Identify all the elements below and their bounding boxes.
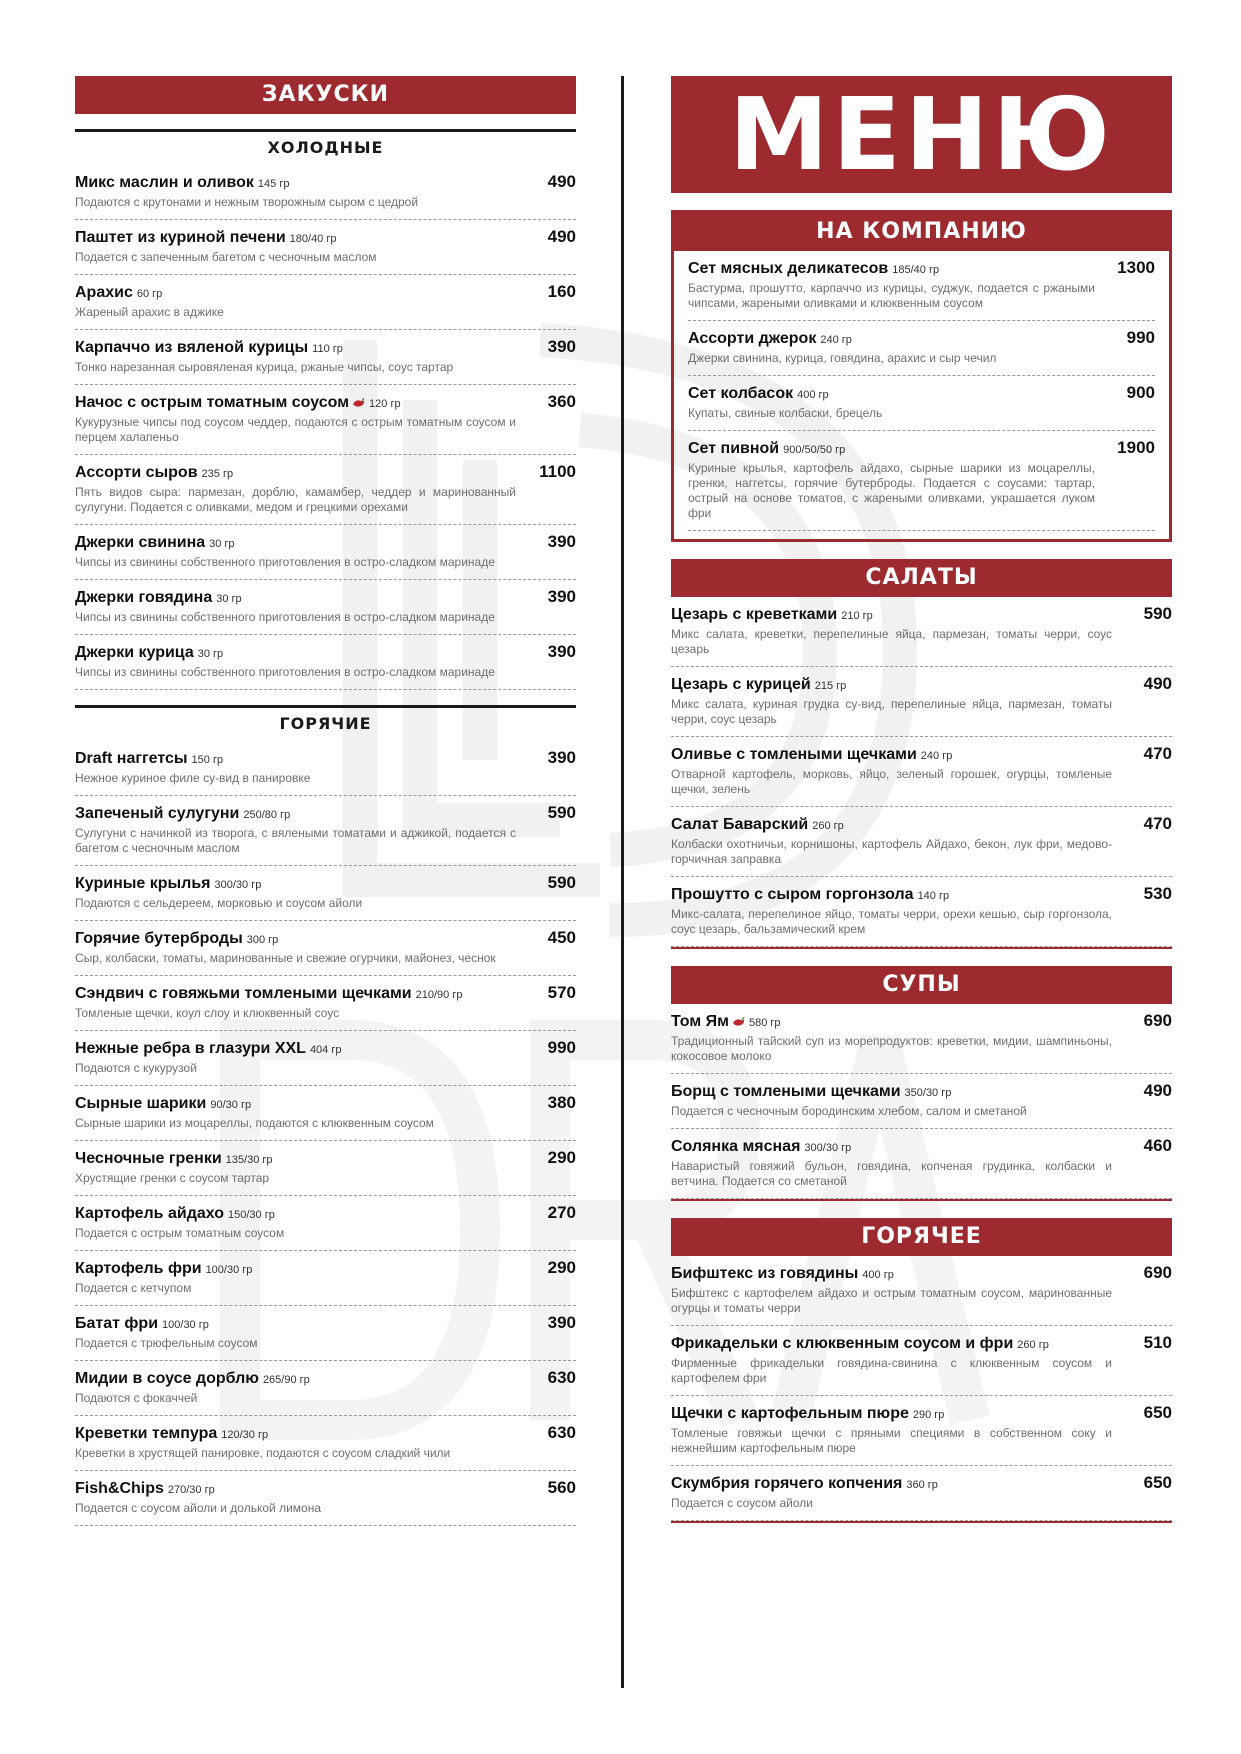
- item-description: Томленые говяжьи щечки с пряными специями в собственном соку и нежнейшим картофельным пюре: [671, 1426, 1112, 1455]
- item-name: Креветки темпура: [75, 1425, 218, 1442]
- item-weight: 100/30 гр: [205, 1264, 253, 1276]
- item-name: Куриные крылья: [75, 875, 211, 892]
- item-description: Подается с кетчупом: [75, 1281, 192, 1295]
- item-weight: 900/50/50 гр: [783, 444, 846, 456]
- item-price: 450: [547, 928, 576, 947]
- company-section: [671, 210, 1172, 542]
- item-weight: 240 гр: [920, 750, 953, 762]
- item-weight: 240 гр: [820, 334, 852, 346]
- item-description: Фирменные фрикадельки говядина-свинина с клюквенным соусом и картофелем фри: [671, 1356, 1112, 1385]
- item-name: Сэндвич с говяжьми томлеными щечками: [75, 985, 412, 1002]
- item-weight: 360 гр: [906, 1479, 938, 1491]
- item-description: Бифштекс с картофелем айдахо и острым томатным соусом, маринованные огурцы и томаты черри: [671, 1286, 1112, 1315]
- cold-subheading: ХОЛОДНЫЕ: [75, 129, 576, 165]
- soups-banner: СУПЫ: [671, 966, 1172, 1004]
- menu-item: [75, 455, 576, 525]
- item-price: 460: [1143, 1136, 1172, 1155]
- item-price: 690: [1143, 1011, 1172, 1030]
- company-items-list: [674, 251, 1169, 531]
- item-weight: 150/30 гр: [228, 1209, 275, 1221]
- item-name: Сет колбасок: [688, 385, 794, 402]
- menu-item: [75, 976, 576, 1031]
- item-name: Оливье с томлеными щечками: [671, 746, 917, 763]
- menu-item: [75, 741, 576, 796]
- item-price: 590: [547, 873, 576, 892]
- menu-item: [75, 1086, 576, 1141]
- item-price: 360: [547, 392, 576, 411]
- menu-item: [671, 1074, 1172, 1129]
- item-weight: 265/90 гр: [262, 1374, 310, 1386]
- menu-item: [688, 431, 1155, 531]
- item-price: 630: [547, 1423, 576, 1442]
- item-name: Щечки с картофельным пюре: [671, 1405, 909, 1422]
- item-weight: 120/30 гр: [221, 1429, 269, 1441]
- appetizers-banner: ЗАКУСКИ: [75, 76, 576, 114]
- item-description: Креветки в хрустящей панировке, подаются с соусом сладкий чили: [75, 1446, 451, 1460]
- menu-item: [75, 796, 576, 866]
- item-price: 590: [1143, 604, 1172, 623]
- item-price: 1900: [1117, 438, 1155, 457]
- item-name: Ассорти джерок: [688, 330, 817, 347]
- item-price: 650: [1143, 1473, 1172, 1492]
- item-description: Традиционный тайский суп из морепродуктов: креветки, мидии, шампиньоны, кокосовое молоко: [671, 1034, 1112, 1063]
- item-description: Микс салата, креветки, перепелиные яйца, пармезан, томаты черри, соус цезарь: [671, 627, 1112, 656]
- item-price: 390: [547, 642, 576, 661]
- item-price: 470: [1143, 814, 1172, 833]
- chili-pepper-icon: [352, 398, 365, 408]
- item-description: Наваристый говяжий бульон, говядина, копченая грудинка, колбаски и ветчина. Подается со сметаной: [671, 1159, 1112, 1188]
- item-weight: 30 гр: [216, 593, 242, 605]
- item-price: 650: [1143, 1403, 1172, 1422]
- item-description: Подается с соусом айоли: [671, 1496, 813, 1510]
- item-description: Колбаски охотничьи, корнишоны, картофель Айдахо, бекон, лук фри, медово-горчичная заправка: [671, 837, 1112, 866]
- item-weight: 215 гр: [814, 680, 847, 692]
- item-description: Нежное куриное филе су-вид в панировке: [75, 771, 311, 785]
- item-price: 390: [547, 748, 576, 767]
- item-price: 490: [1143, 674, 1172, 693]
- menu-item: [671, 597, 1172, 667]
- item-price: 990: [1126, 328, 1155, 347]
- item-weight: 210 гр: [841, 610, 873, 622]
- item-weight: 300/30 гр: [214, 879, 262, 891]
- item-price: 490: [547, 172, 576, 191]
- item-description: Джерки свинина, курица, говядина, арахис и сыр чечил: [688, 351, 997, 365]
- item-price: 490: [547, 227, 576, 246]
- item-description: Куриные крылья, картофель айдахо, сырные шарики из моцареллы, гренки, наггетсы, горячие бутерброды. Подается с соусами: тартар, острый на основе томатов, с жареными оливками, украшается луком фри: [688, 461, 1095, 520]
- item-weight: 290 гр: [912, 1409, 945, 1421]
- item-price: 390: [547, 1313, 576, 1332]
- item-price: 690: [1143, 1263, 1172, 1282]
- menu-item: [671, 877, 1172, 947]
- item-weight: 110 гр: [312, 343, 343, 355]
- item-weight: 270/30 гр: [167, 1484, 215, 1496]
- item-description: Подается с соусом айоли и долькой лимона: [75, 1501, 321, 1515]
- item-name: Джерки курица: [75, 644, 194, 661]
- item-name: Запеченый сулугуни: [75, 805, 240, 822]
- salads-items-list: [671, 597, 1172, 947]
- item-weight: 60 гр: [136, 288, 163, 300]
- item-name: Чесночные гренки: [75, 1150, 222, 1167]
- item-price: 390: [547, 532, 576, 551]
- company-banner: НА КОМПАНИЮ: [674, 213, 1169, 251]
- item-name: Горячие бутерброды: [75, 930, 243, 947]
- item-name: Фрикадельки с клюквенным соусом и фри: [671, 1335, 1014, 1352]
- item-weight: 30 гр: [197, 648, 224, 660]
- item-description: Пять видов сыра: пармезан, дорблю, камамбер, чеддер и маринованный сулугуни. Подается с оливками, медом и грецкими орехами: [75, 485, 516, 514]
- item-weight: 120 гр: [369, 398, 401, 410]
- item-price: 560: [547, 1478, 576, 1497]
- menu-item: [75, 1416, 576, 1471]
- item-name: Паштет из куриной печени: [75, 229, 286, 246]
- item-name: Draft наггетсы: [75, 750, 188, 767]
- item-weight: 235 гр: [201, 468, 234, 480]
- item-weight: 180/40 гр: [289, 233, 337, 245]
- menu-item: [75, 1251, 576, 1306]
- item-price: 470: [1143, 744, 1172, 763]
- menu-item: [688, 376, 1155, 431]
- menu-item: [75, 1196, 576, 1251]
- menu-item: [75, 580, 576, 635]
- item-description: Подается с чесночным бородинским хлебом, салом и сметаной: [671, 1104, 1027, 1118]
- item-price: 630: [547, 1368, 576, 1387]
- menu-item: [75, 635, 576, 690]
- hot-dishes-end-rule: [671, 1521, 1172, 1523]
- item-price: 290: [547, 1258, 576, 1277]
- item-description: Подается с трюфельным соусом: [75, 1336, 258, 1350]
- menu-right-column: [671, 76, 1172, 1523]
- item-description: Подаются с крутонами и нежным творожным сыром с цедрой: [75, 195, 419, 209]
- item-price: 380: [547, 1093, 576, 1112]
- item-weight: 100/30 гр: [162, 1319, 209, 1331]
- hot-subheading: ГОРЯЧИЕ: [75, 705, 576, 741]
- item-name: Начос с острым томатным соусом: [75, 394, 350, 411]
- item-price: 1300: [1117, 258, 1155, 277]
- menu-item: [75, 866, 576, 921]
- item-description: Бастурма, прошутто, карпаччо из курицы, суджук, подается с ржаными чипсами, жареными оливками и клюквенным соусом: [688, 281, 1095, 310]
- appetizers-column: [75, 76, 576, 1526]
- chili-pepper-icon: [732, 1017, 745, 1027]
- item-name: Ассорти сыров: [75, 464, 198, 481]
- item-description: Подается с острым томатным соусом: [75, 1226, 285, 1240]
- item-price: 390: [547, 337, 576, 356]
- menu-item: [671, 1326, 1172, 1396]
- item-description: Чипсы из свинины собственного приготовления в остро-сладком маринаде: [75, 555, 495, 569]
- item-description: Подаются с кукурузой: [75, 1061, 197, 1075]
- item-description: Отварной картофель, морковь, яйцо, зеленый горошек, огурцы, томленые щечки, зелень: [671, 767, 1112, 796]
- item-description: Микс салата, куриная грудка су-вид, перепелиные яйца, пармезан, томаты черри, соус цезарь: [671, 697, 1112, 726]
- menu-item: [671, 1396, 1172, 1466]
- item-weight: 150 гр: [191, 754, 224, 766]
- item-name: Арахис: [75, 284, 133, 301]
- menu-item: [75, 165, 576, 220]
- item-name: Цезарь с курицей: [671, 676, 811, 693]
- item-name: Джерки свинина: [75, 534, 206, 551]
- item-description: Жареный арахис в аджике: [75, 305, 224, 319]
- item-name: Том Ям: [671, 1013, 729, 1030]
- item-description: Сырные шарики из моцареллы, подаются с клюквенным соусом: [75, 1116, 434, 1130]
- menu-item: [75, 921, 576, 976]
- item-price: 900: [1126, 383, 1155, 402]
- item-weight: 400 гр: [797, 389, 829, 401]
- menu-item: [75, 220, 576, 275]
- item-name: Цезарь с креветками: [671, 606, 838, 623]
- salads-banner: САЛАТЫ: [671, 559, 1172, 597]
- item-description: Подается с запеченным багетом с чесночным маслом: [75, 250, 377, 264]
- item-name: Мидии в соусе дорблю: [75, 1370, 259, 1387]
- item-name: Сет пивной: [688, 440, 780, 457]
- menu-item: [671, 1256, 1172, 1326]
- item-price: 160: [547, 282, 576, 301]
- item-description: Сулугуни с начинкой из творога, с вялеными томатами и аджикой, подается с багетом с чесночным маслом: [75, 826, 516, 855]
- item-name: Картофель айдахо: [75, 1205, 225, 1222]
- item-name: Fish&Chips: [75, 1480, 164, 1497]
- item-description: Сыр, колбаски, томаты, маринованные и свежие огурчики, майонез, чеснок: [75, 951, 496, 965]
- item-price: 290: [547, 1148, 576, 1167]
- cold-items-list: [75, 165, 576, 690]
- item-weight: 135/30 гр: [225, 1154, 273, 1166]
- item-weight: 400 гр: [862, 1269, 894, 1281]
- menu-item: [671, 807, 1172, 877]
- menu-item: [75, 330, 576, 385]
- item-name: Солянка мясная: [671, 1138, 801, 1155]
- menu-item: [75, 275, 576, 330]
- item-price: 590: [547, 803, 576, 822]
- menu-item: [75, 1361, 576, 1416]
- menu-item: [75, 1031, 576, 1086]
- item-description: Томленые щечки, коул слоу и клюквенный соус: [75, 1006, 340, 1020]
- menu-item: [688, 321, 1155, 376]
- menu-item: [75, 1471, 576, 1526]
- item-weight: 260 гр: [1017, 1339, 1049, 1351]
- item-name: Борщ с томлеными щечками: [671, 1083, 901, 1100]
- item-name: Микс маслин и оливок: [75, 174, 254, 191]
- menu-item: [75, 525, 576, 580]
- hot-items-list: [75, 741, 576, 1526]
- item-name: Салат Баварский: [671, 816, 809, 833]
- item-weight: 145 гр: [257, 178, 290, 190]
- menu-item: [671, 1466, 1172, 1521]
- menu-item: [671, 1004, 1172, 1074]
- item-price: 1100: [539, 462, 576, 481]
- menu-item: [671, 667, 1172, 737]
- item-price: 990: [547, 1038, 576, 1057]
- item-weight: 350/30 гр: [904, 1087, 952, 1099]
- item-description: Подаются с сельдереем, морковью и соусом айоли: [75, 896, 363, 910]
- menu-item: [75, 1141, 576, 1196]
- item-name: Нежные ребра в глазури XXL: [75, 1040, 306, 1057]
- item-weight: 250/80 гр: [243, 809, 291, 821]
- item-weight: 404 гр: [309, 1044, 342, 1056]
- item-price: 270: [547, 1203, 576, 1222]
- menu-item: [671, 1129, 1172, 1199]
- item-description: Тонко нарезанная сыровяленая курица, ржаные чипсы, соус тартар: [75, 360, 454, 374]
- menu-item: [671, 737, 1172, 807]
- item-description: Хрустящие гренки с соусом тартар: [75, 1171, 270, 1185]
- item-weight: 140 гр: [917, 890, 950, 902]
- item-weight: 30 гр: [209, 538, 235, 550]
- item-weight: 300/30 гр: [804, 1142, 852, 1154]
- item-name: Бифштекс из говядины: [671, 1265, 859, 1282]
- item-name: Скумбрия горячего копчения: [671, 1475, 903, 1492]
- item-price: 390: [547, 587, 576, 606]
- item-description: Кукурузные чипсы под соусом чеддер, подаются с острым томатным соусом и перцем халапеньо: [75, 415, 516, 444]
- item-name: Джерки говядина: [75, 589, 213, 606]
- column-divider: [621, 76, 624, 1688]
- item-name: Прошутто с сыром горгонзола: [671, 886, 914, 903]
- menu-item: [75, 385, 576, 455]
- item-weight: 90/30 гр: [210, 1099, 252, 1111]
- item-name: Сырные шарики: [75, 1095, 207, 1112]
- item-name: Батат фри: [75, 1315, 159, 1332]
- menu-item: [75, 1306, 576, 1361]
- item-weight: 300 гр: [246, 934, 279, 946]
- item-price: 570: [547, 983, 576, 1002]
- item-price: 490: [1143, 1081, 1172, 1100]
- hot-dishes-items-list: [671, 1256, 1172, 1521]
- item-description: Микс-салата, перепелиное яйцо, томаты черри, орехи кешью, сыр горгонзола, соус цезарь, бальзамический крем: [671, 907, 1112, 936]
- item-description: Чипсы из свинины собственного приготовления в остро-сладком маринаде: [75, 665, 495, 679]
- menu-item: [688, 251, 1155, 321]
- hot-dishes-banner: ГОРЯЧЕЕ: [671, 1218, 1172, 1256]
- item-description: Чипсы из свинины собственного приготовления в остро-сладком маринаде: [75, 610, 495, 624]
- item-description: Подаются с фокаччей: [75, 1391, 198, 1405]
- item-weight: 260 гр: [812, 820, 844, 832]
- item-price: 530: [1143, 884, 1172, 903]
- item-name: Сет мясных деликатесов: [688, 260, 889, 277]
- item-description: Купаты, свиные колбаски, брецель: [688, 406, 883, 420]
- item-weight: 580 гр: [748, 1017, 781, 1029]
- item-weight: 185/40 гр: [892, 264, 940, 276]
- item-weight: 210/90 гр: [415, 989, 463, 1001]
- soups-items-list: [671, 1004, 1172, 1199]
- item-price: 510: [1143, 1333, 1172, 1352]
- item-name: Карпаччо из вяленой курицы: [75, 339, 309, 356]
- menu-title-banner: МЕНЮ: [671, 76, 1172, 193]
- item-name: Картофель фри: [75, 1260, 202, 1277]
